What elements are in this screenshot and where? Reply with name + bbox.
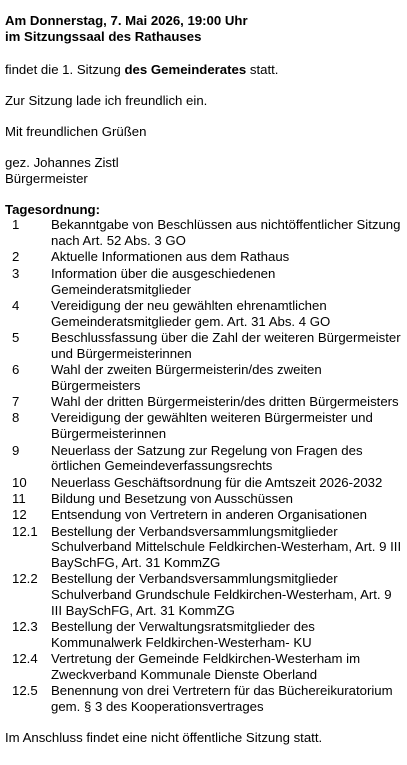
agenda-item xyxy=(5,683,407,715)
agenda-item-number: 10 xyxy=(12,474,27,490)
agenda-item-text: Beschlussfassung über die Zahl der weiteren Bürgermeister und Bürgermeisterinnen xyxy=(51,329,401,361)
agenda-item xyxy=(5,524,407,571)
agenda-item-number: 4 xyxy=(12,297,20,313)
agenda-item-number: 3 xyxy=(12,265,20,281)
invitation-text: Zur Sitzung lade ich freundlich ein. xyxy=(5,93,208,109)
agenda-item-text: Bestellung der Verbandsversammlungsmitglieder Schulverband Grundschule Feldkirchen-Westerham, Art. 9 III BaySchFG, Art. 31 KommZG xyxy=(51,571,392,618)
agenda-item xyxy=(5,266,407,298)
agenda-item-number: 2 xyxy=(12,249,20,265)
agenda-item xyxy=(5,410,407,442)
agenda-item-number: 12 xyxy=(12,507,27,523)
agenda-item xyxy=(5,443,407,475)
agenda-item-text: Vertretung der Gemeinde Feldkirchen-Westerham im Zweckverband Kommunale Dienste Oberland xyxy=(51,651,361,683)
agenda-item-text: Vereidigung der gewählten weiteren Bürgermeister und Bürgermeisterinnen xyxy=(51,410,373,442)
agenda-item xyxy=(5,298,407,330)
agenda-item xyxy=(5,362,407,394)
agenda-item-text: Benennung von drei Vertretern für das Büchereikuratorium gem. § 3 des Kooperationsvertrages xyxy=(51,683,393,715)
agenda-item xyxy=(5,475,407,491)
greeting-text: Mit freundlichen Grüßen xyxy=(5,124,147,140)
intro-bold: des Gemeinderates xyxy=(124,61,247,77)
meeting-place-line: im Sitzungssaal des Rathauses xyxy=(5,28,202,44)
agenda-item xyxy=(5,619,407,651)
agenda-item-text: Bekanntgabe von Beschlüssen aus nichtöffentlicher Sitzung nach Art. 52 Abs. 3 GO xyxy=(51,217,401,249)
agenda-item-number: 5 xyxy=(12,329,20,345)
agenda-item-number: 12.1 xyxy=(12,523,38,539)
signature-role: Bürgermeister xyxy=(5,170,88,186)
signature-block xyxy=(5,155,407,187)
agenda-item-text: Bestellung der Verbandsversammlungsmitglieder Schulverband Mittelschule Feldkirchen-Westerham, Art. 9 III BaySchFG, Art. 31 KommZG xyxy=(51,523,402,571)
agenda-item xyxy=(5,394,407,410)
agenda-item xyxy=(5,249,407,265)
agenda-item-number: 12.2 xyxy=(12,571,38,587)
agenda-item-text: Aktuelle Informationen aus dem Rathaus xyxy=(51,249,290,265)
intro-suffix: statt. xyxy=(246,61,279,77)
signature-name: gez. Johannes Zistl xyxy=(5,154,119,170)
agenda-item xyxy=(5,571,407,618)
agenda-item-number: 11 xyxy=(12,490,26,506)
agenda-item xyxy=(5,651,407,683)
agenda-item-number: 6 xyxy=(12,362,20,378)
agenda-item-number: 9 xyxy=(12,442,20,458)
agenda-item xyxy=(5,491,407,507)
agenda-item-text: Wahl der dritten Bürgermeisterin/des dritten Bürgermeisters xyxy=(51,394,399,410)
agenda-item-text: Information über die ausgeschiedenen Gemeinderatsmitglieder xyxy=(51,265,276,297)
agenda-item-number: 12.4 xyxy=(12,651,38,667)
agenda-item xyxy=(5,217,407,249)
agenda-heading: Tagesordnung: xyxy=(5,201,100,217)
agenda-item-text: Neuerlass der Satzung zur Regelung von Fragen des örtlichen Gemeindeverfassungsrechts xyxy=(51,442,363,474)
agenda-item-number: 7 xyxy=(12,394,20,410)
agenda-item-text: Neuerlass Geschäftsordnung für die Amtszeit 2026-2032 xyxy=(51,474,383,490)
agenda-item-text: Bildung und Besetzung von Ausschüssen xyxy=(51,490,293,506)
agenda-item xyxy=(5,330,407,362)
agenda-item-text: Wahl der zweiten Bürgermeisterin/des zweiten Bürgermeisters xyxy=(51,362,322,393)
agenda-item-text: Bestellung der Verwaltungsratsmitglieder des Kommunalwerk Feldkirchen-Westerham- KU xyxy=(51,619,315,651)
intro-prefix: findet die 1. Sitzung xyxy=(5,61,125,77)
agenda-item-number: 12.3 xyxy=(12,619,38,635)
agenda-list xyxy=(5,217,407,715)
agenda-item-text: Entsendung von Vertretern in anderen Organisationen xyxy=(51,507,367,523)
meeting-date-line: Am Donnerstag, 7. Mai 2026, 19:00 Uhr xyxy=(5,13,248,28)
agenda-item-text: Vereidigung der neu gewählten ehrenamtlichen Gemeinderatsmitglieder gem. Art. 31 Abs. 4 GO xyxy=(51,297,331,329)
agenda-item-number: 1 xyxy=(12,217,20,233)
closing-note: Im Anschluss findet eine nicht öffentliche Sitzung statt. xyxy=(5,730,323,746)
agenda-item-number: 8 xyxy=(12,410,20,426)
agenda-item-number: 12.5 xyxy=(12,683,38,699)
agenda-item xyxy=(5,507,407,523)
intro-paragraph xyxy=(5,62,407,78)
